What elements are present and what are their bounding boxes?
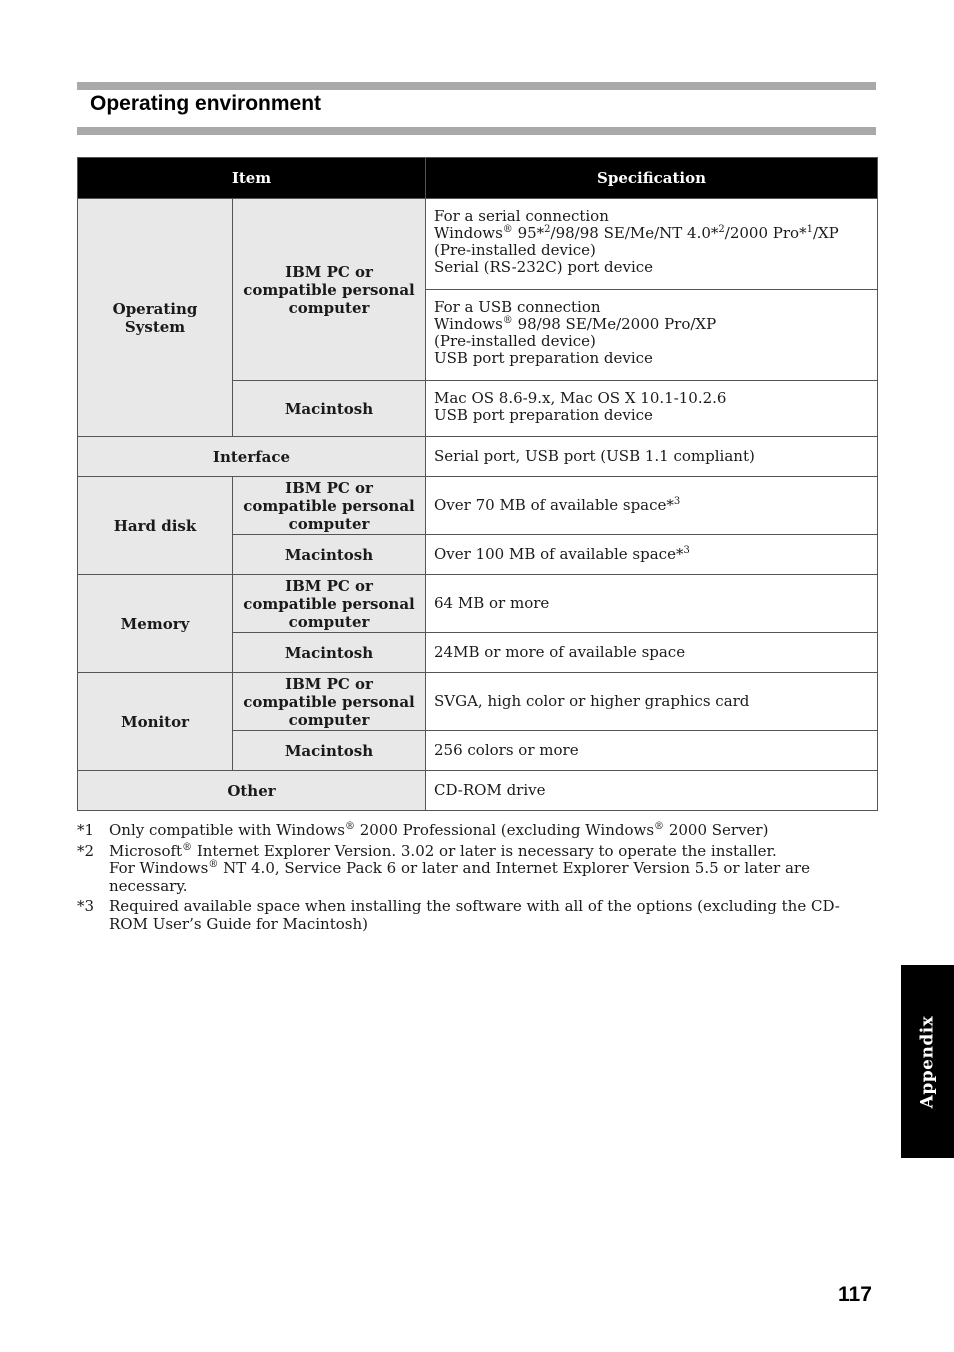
table-row: [78, 771, 878, 811]
memory-ibm-spec: 64 MB or more: [426, 575, 878, 633]
footnote-1: *1 Only compatible with Windows® 2000 Professional (excluding Windows® 2000 Server): [77, 821, 769, 839]
other-spec: CD-ROM drive: [426, 771, 878, 811]
os-ibm-label: IBM PC or compatible personal computer: [233, 199, 426, 381]
memory-ibm-label: IBM PC or compatible personal computer: [233, 575, 426, 633]
os-mac-label: Macintosh: [233, 381, 426, 437]
header-rule-top: [77, 82, 876, 90]
table-row: [78, 477, 878, 535]
table-row: [78, 575, 878, 633]
hard-disk-ibm-label: IBM PC or compatible personal computer: [233, 477, 426, 535]
os-usb-spec: For a USB connection Windows® 98/98 SE/Me/2000 Pro/XP (Pre-installed device) USB port preparation device: [426, 290, 878, 381]
os-label: Operating System: [78, 199, 233, 437]
footnotes: [77, 822, 877, 936]
monitor-mac-label: Macintosh: [233, 731, 426, 771]
table-row: [78, 199, 878, 290]
hard-disk-label: Hard disk: [78, 477, 233, 575]
interface-label: Interface: [78, 437, 426, 477]
interface-spec: Serial port, USB port (USB 1.1 compliant): [426, 437, 878, 477]
memory-mac-spec: 24MB or more of available space: [426, 633, 878, 673]
memory-label: Memory: [78, 575, 233, 673]
monitor-ibm-label: IBM PC or compatible personal computer: [233, 673, 426, 731]
os-mac-spec: Mac OS 8.6-9.x, Mac OS X 10.1-10.2.6 USB port preparation device: [426, 381, 878, 437]
hard-disk-mac-label: Macintosh: [233, 535, 426, 575]
table-header-row: [78, 158, 878, 199]
memory-mac-label: Macintosh: [233, 633, 426, 673]
table-row: [78, 437, 878, 477]
section-title: Operating environment: [90, 92, 322, 115]
operating-environment-table: [77, 157, 878, 811]
monitor-ibm-spec: SVGA, high color or higher graphics card: [426, 673, 878, 731]
footnote-3: *3 Required available space when installing the software with all of the options (excluding the CD-ROM User’s Guide for Macintosh): [77, 897, 840, 933]
header-rule-bottom: [77, 127, 876, 135]
table-row: [78, 673, 878, 731]
hard-disk-ibm-spec: Over 70 MB of available space*$^3$: [426, 477, 878, 535]
footnote-2: *2 Microsoft® Internet Explorer Version. 3.02 or later is necessary to operate the installer. For Windows® NT 4.0, Service Pack 6 or later and Internet Explorer Version 5.5 or later are necessary.: [77, 841, 810, 895]
header-item: Item: [78, 158, 426, 199]
monitor-label: Monitor: [78, 673, 233, 771]
monitor-mac-spec: 256 colors or more: [426, 731, 878, 771]
hard-disk-mac-spec: Over 100 MB of available space*$^3$: [426, 535, 878, 575]
page-number: 117: [838, 1283, 872, 1306]
os-serial-spec: For a serial connection Windows® 95*$^2$/98/98 SE/Me/NT 4.0*$^2$/2000 Pro*$^1$/XP (Pre-installed device) Serial (RS-232C) port device: [426, 199, 878, 290]
header-specification: Specification: [426, 158, 878, 199]
other-label: Other: [78, 771, 426, 811]
appendix-side-tab: [901, 965, 954, 1158]
appendix-tab-label: Appendix: [917, 1015, 938, 1108]
